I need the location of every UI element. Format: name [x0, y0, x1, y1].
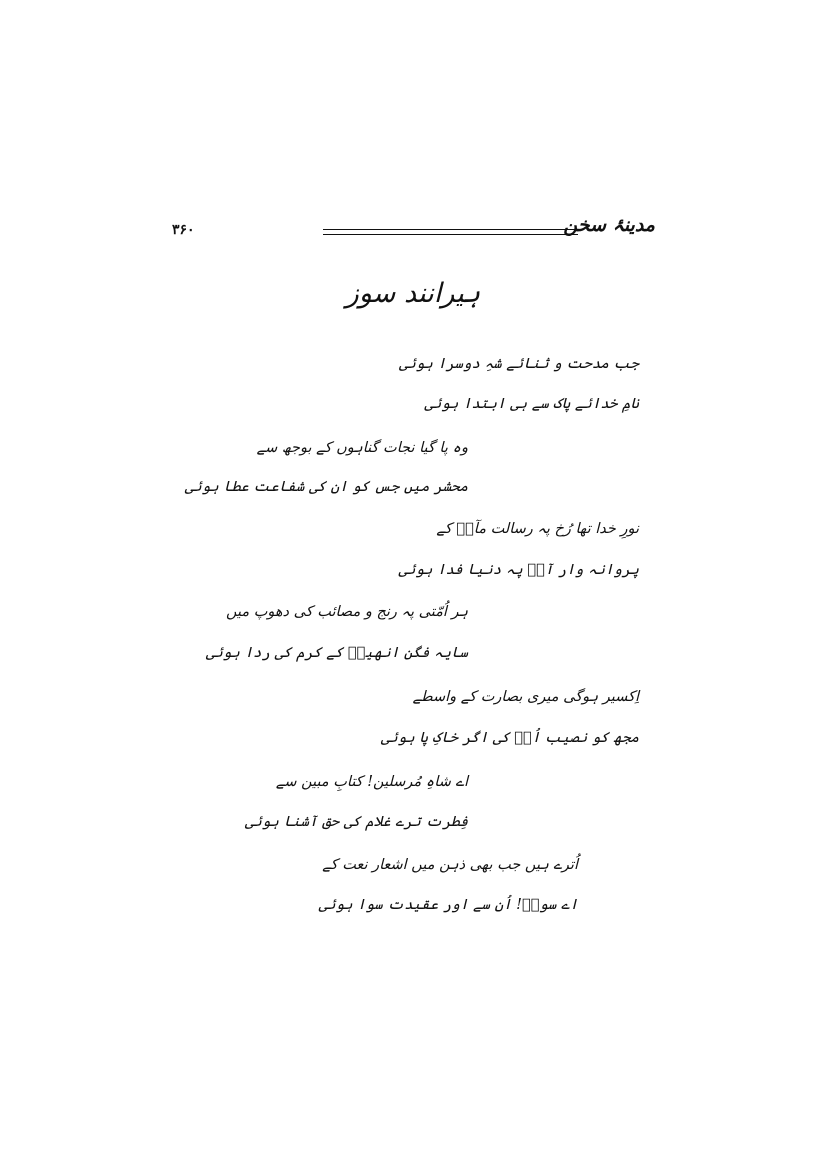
verse-3-line-2: پروانہ وار آپؐ پہ دنیا فدا ہوئی [398, 562, 639, 578]
verse-5-line-1: اِکسیر ہوگی میری بصارت کے واسطے [412, 689, 639, 705]
page-number: ۳۶۰ [172, 222, 195, 238]
verse-4-line-1: ہر اُمّتی پہ رنج و مصائب کی دھوپ میں [225, 604, 468, 620]
header-double-rule [323, 229, 578, 235]
verse-2-line-1: وہ پا گیا نجات گناہوں کے بوجھ سے [256, 440, 468, 456]
verse-6-line-1: اے شاہِ مُرسلین! کتابِ مبین سے [275, 774, 468, 790]
verse-4-line-2: سایہ فگن انھیںؐ کے کرم کی ردا ہوئی [205, 645, 468, 661]
verse-7-line-2: اے سوزؔ! اُن سے اور عقیدت سوا ہوئی [318, 897, 578, 913]
verse-5-line-2: مجھ کو نصیب اُنؐ کی اگر خاکِ پا ہوئی [380, 730, 639, 746]
verse-7-line-1: اُترے ہیں جب بھی ذہن میں اشعار نعت کے [322, 857, 578, 873]
poet-name: ہیرانند سوز [345, 278, 481, 309]
verse-6-line-2: فِطرت ترے غلام کی حق آشنا ہوئی [244, 814, 468, 830]
verse-2-line-2: محشر میں جس کو ان کی شفاعت عطا ہوئی [184, 479, 468, 495]
verse-1-line-2: نامِ خدائے پاک سے ہی ابتدا ہوئی [424, 396, 639, 412]
verse-3-line-1: نورِ خدا تھا رُخ پہ رسالت مآبؐ کے [436, 521, 639, 537]
book-title: مدینۂ سخن [563, 214, 655, 236]
verse-1-line-1: جب مدحت و ثنائے شہِ دوسرا ہوئی [398, 356, 639, 372]
